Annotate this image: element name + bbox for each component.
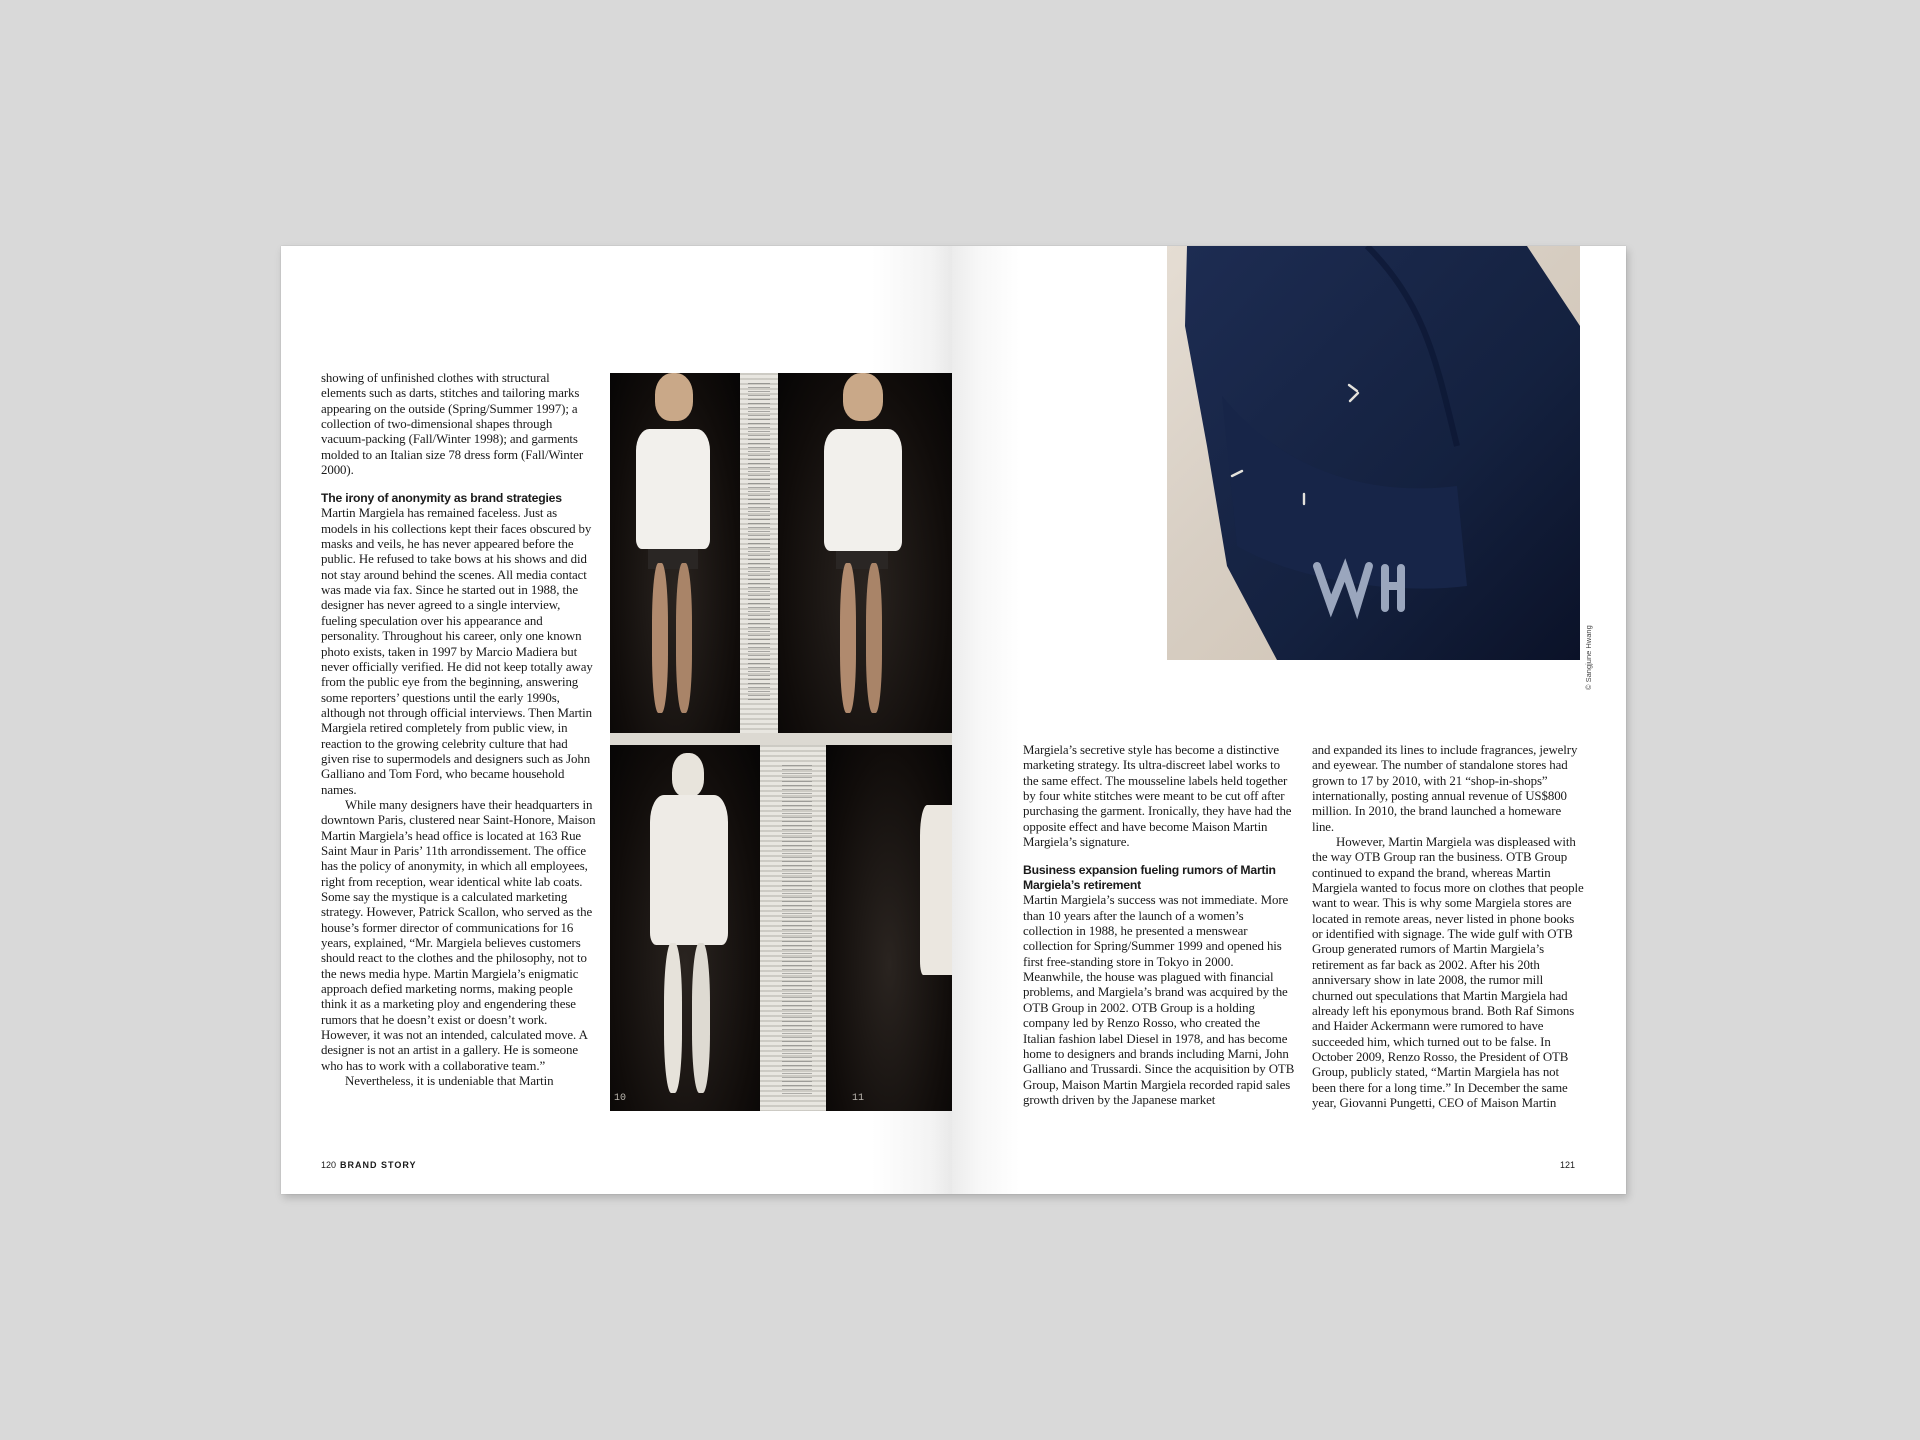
page-folio: [321, 1160, 417, 1170]
left-text-column: [321, 371, 596, 1089]
film-strip: [740, 373, 778, 733]
photo-credit: © Sangjune Hwang: [1584, 625, 1593, 690]
runway-contact-sheet-photo: [610, 373, 952, 1111]
page-folio: [1560, 1160, 1575, 1170]
magazine-spread: [281, 246, 1626, 1194]
paragraph: showing of unfinished clothes with structural elements such as darts, stitches and tailoring marks appearing on the outside (Spring/Summer 1997); a collection of two-dimensional shapes through vacuum-packing (Fall/Winter 1998); and garments molded to an Italian size 78 dress form (Fall/Winter 2000).: [321, 371, 584, 478]
photo-frame: [778, 373, 952, 733]
section-heading: Business expansion fueling rumors of Martin Margiela’s retirement: [1023, 863, 1276, 893]
photo-frame: 10: [610, 745, 760, 1111]
right-text-column-1: [1023, 743, 1295, 1108]
paragraph: Martin Margiela has remained faceless. Just as models in his collections kept their faces obscured by masks and veils, he has never appeared before the public. He refused to take bows at his shows and did not stay around behind the scenes. All media contact was made via fax. Since he started out in 1988, the designer has never agreed to a single interview, fueling speculation over his appearance and personality. Throughout his career, only one known photo exists, taken in 1997 by Marcio Madiera but never officially verified. He did not keep totally away from the public eye from the beginning, answering some reporters’ questions until the early 1990s, although not through official interviews. Then Martin Margiela retired completely from public view, in reaction to the growing celebrity culture that had given rise to supermodels and designers such as John Galliano and Tom Ford, who became household names.: [321, 506, 593, 797]
film-strip: [760, 745, 826, 1111]
left-page: [281, 246, 952, 1194]
photo-frame: 11: [826, 745, 952, 1111]
paragraph: Margiela’s secretive style has become a distinctive marketing strategy. Its ultra-discreet label works to the same effect. The mousseline labels held together by four white stitches were meant to be cut off after purchasing the garment. Ironically, they have had the opposite effect and have become Maison Martin Margiela’s signature.: [1023, 743, 1292, 850]
right-text-column-2: [1312, 743, 1586, 1111]
section-name: BRAND STORY: [340, 1160, 417, 1170]
paragraph: While many designers have their headquarters in downtown Paris, clustered near Saint-Honore, Maison Martin Margiela’s head office is located at 163 Rue Saint Maur in Paris’ 11th arrondissement. The office has the policy of anonymity, in which all employees, right from reception, wear identical white lab coats. Some say the mystique is a calculated marketing strategy. However, Patrick Scallon, who served as the house’s former director of communications for 16 years, explained, “Mr. Margiela believes customers should react to the clothes and the philosophy, not to the news media hype. Martin Margiela’s enigmatic approach defied marketing norms, making people think it as a marketing ploy and engendering these rumors that he doesn’t exist or doesn’t work. However, it was not an intended, calculated move. A designer is not an artist in a gallery. He is someone who has to work with a collaborative team.”: [321, 797, 596, 1073]
paragraph: Martin Margiela’s success was not immediate. More than 10 years after the launch of a women’s collection in 1988, he presented a menswear collection for Spring/Summer 1999 and opened his first free-standing store in Tokyo in 2000. Meanwhile, the house was plagued with financial problems, and Margiela’s brand was acquired by the OTB Group in 2002. OTB Group is a holding company led by Renzo Rosso, who created the Italian fashion label Diesel in 1978, and has become home to designers and brands including Marni, John Galliano and Trussardi. Since the acquisition by OTB Group, Maison Martin Margiela recorded rapid sales growth driven by the Japanese market: [1023, 893, 1295, 1107]
paragraph: However, Martin Margiela was displeased with the way OTB Group ran the business. OTB Group continued to expand the brand, whereas Martin Margiela wanted to focus more on clothes that people want to wear. This is why some Margiela stores are located in remote areas, never listed in phone books or identified with signage. The wide gulf with OTB Group generated rumors of Martin Margiela’s retirement as far back as 2002. After his 20th anniversary show in late 2008, the rumor mill churned out speculations that Martin Margiela had already left his eponymous brand. Both Raf Simons and Haider Ackermann were rumored to have succeeded him, which turned out to be false. In October 2009, Renzo Rosso, the President of OTB Group, publicly stated, “Martin Margiela has not been there for a long time.” In December the same year, Giovanni Pungetti, CEO of Maison Martin: [1312, 835, 1584, 1110]
paragraph: Nevertheless, it is undeniable that Martin: [345, 1074, 554, 1089]
margiela-stitch-detail-photo: [1167, 246, 1580, 660]
page-number: 121: [1560, 1160, 1576, 1170]
right-page: [952, 246, 1626, 1194]
photo-frame: [610, 373, 740, 733]
section-heading: The irony of anonymity as brand strategies: [321, 491, 562, 506]
page-number: 120: [321, 1160, 337, 1170]
paragraph: and expanded its lines to include fragrances, jewelry and eyewear. The number of standalone stores had grown to 17 by 2010, with 21 “shop-in-shops” internationally, posting annual revenue of US$800 million. In 2010, the brand launched a homeware line.: [1312, 743, 1578, 834]
